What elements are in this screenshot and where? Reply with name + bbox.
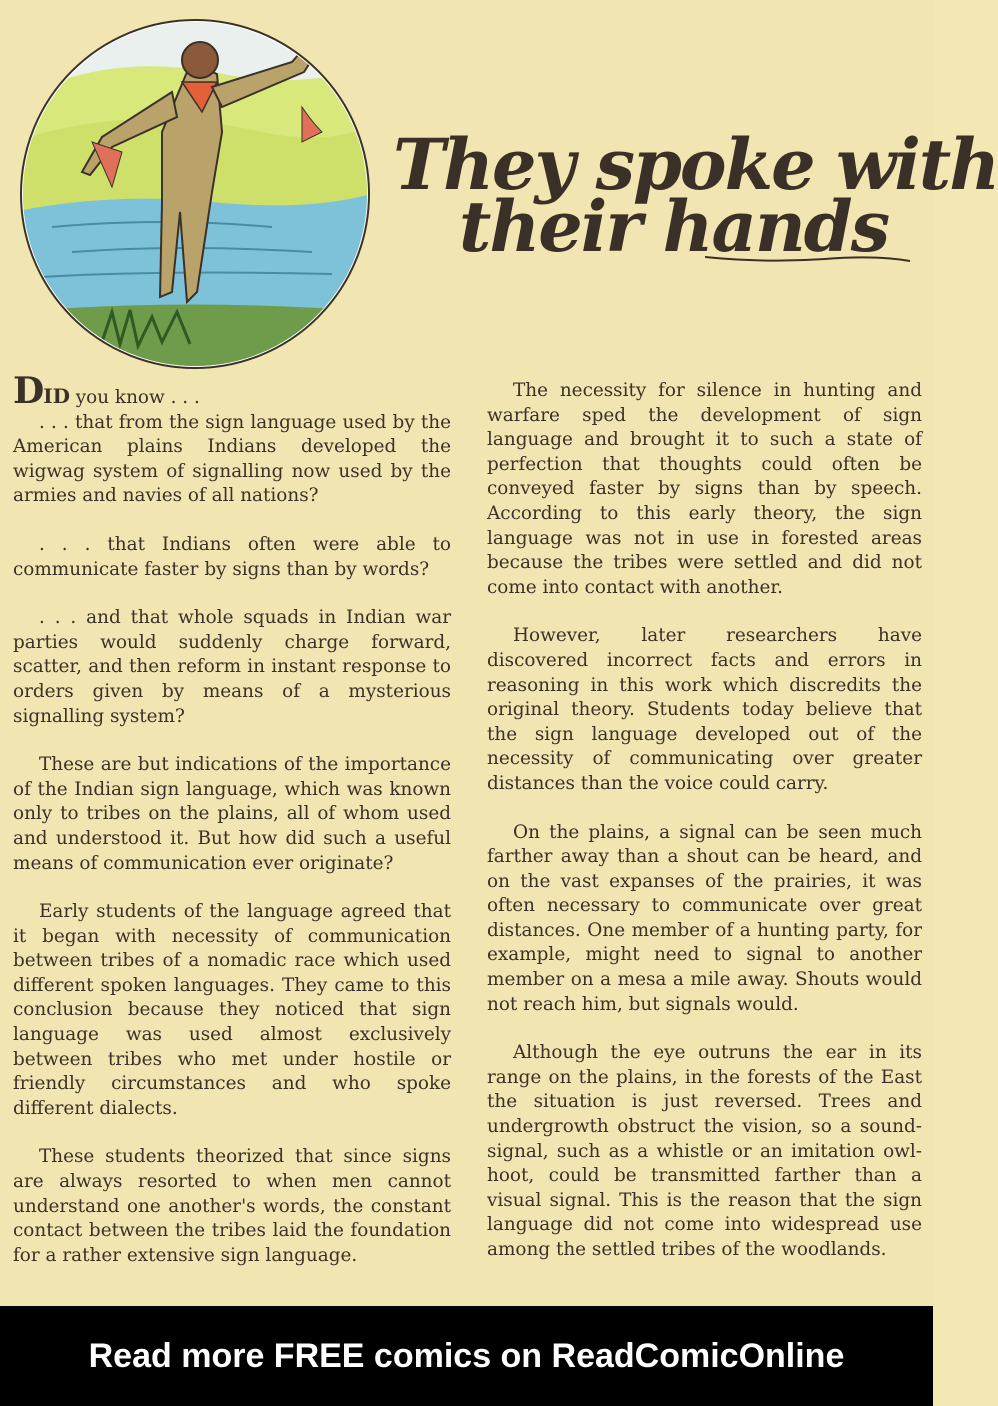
paragraph: Although the eye outruns the ear in its range on the plains, in the forests of the East the situation is just reversed. Trees and undergrowth obstruct the vision, so a sound-signal, such as a whistle or an imitation owl-hoot, could be transmitted farther than a visual signal. This is the reason that the sign language did not come into widespread use among the settled tribes of the woodlands. — [487, 1042, 922, 1260]
intro-smallcaps: ID — [43, 384, 70, 408]
paragraph: On the plains, a signal can be seen much farther away than a shout can be heard, and on the vast expanses of the prairies, it was often necessary to communicate over great distances. One member of a hunting party, for example, might need to signal to another member on a mesa a mile away. Shouts would not reach him, but signals would. — [487, 821, 922, 1015]
paragraph: These students theorized that since signs are always resorted to when men cannot understand one another's words, the constant contact between the tribes laid the foundation for a rather extensive sign language. — [13, 1146, 451, 1266]
intro-line — [13, 370, 451, 412]
title-line-2: their hands — [459, 185, 889, 268]
title-swash-ornament — [705, 243, 915, 273]
promo-banner[interactable] — [0, 1306, 933, 1406]
paragraph: . . . that from the sign language used by the American plains Indians developed the wigwag system of signalling now used by the armies and navies of all nations? — [13, 411, 451, 507]
paragraph: These are but indications of the importance of the Indian sign language, which was known only to tribes on the plains, all of whom used and understood it. But how did such a useful means of communication ever originate? — [13, 754, 451, 874]
promo-banner-text[interactable]: Read more FREE comics on ReadComicOnline — [88, 1336, 845, 1375]
right-column — [487, 379, 922, 1287]
intro-text: you know . . . — [75, 387, 200, 408]
paragraph: The necessity for silence in hunting and warfare sped the development of sign language and brought it to such a state of perfection that thoughts could often be conveyed faster by signs than by speech. According to this early theory, the sign language was not in use in forested areas because the tribes were settled and did not come into contact with another. — [487, 380, 922, 598]
left-column — [13, 370, 451, 1292]
paragraph: . . . and that whole squads in Indian war parties would suddenly charge forward, scatter, and then reform in instant response to orders given by means of a mysterious signalling system? — [13, 607, 451, 727]
article-title — [385, 123, 998, 285]
paragraph: . . . that Indians often were able to communicate faster by signs than by words? — [13, 533, 451, 580]
title-line-1: They spoke with — [393, 123, 998, 206]
scout-signaling-illustration — [12, 12, 378, 374]
paragraph: Early students of the language agreed that it began with necessity of communication between tribes of a nomadic race which used different spoken languages. They came to this conclusion because they noticed that sign language was used almost exclusively between tribes who met under hostile or friendly circumstances and who spoke different dialects. — [13, 901, 451, 1119]
paragraph: However, later researchers have discovered incorrect facts and errors in reasoning in this work which discredits the original theory. Students today believe that the sign language developed out of the necessity of communicating over greater distances than the voice could carry. — [487, 625, 922, 794]
drop-cap: D — [13, 370, 44, 412]
